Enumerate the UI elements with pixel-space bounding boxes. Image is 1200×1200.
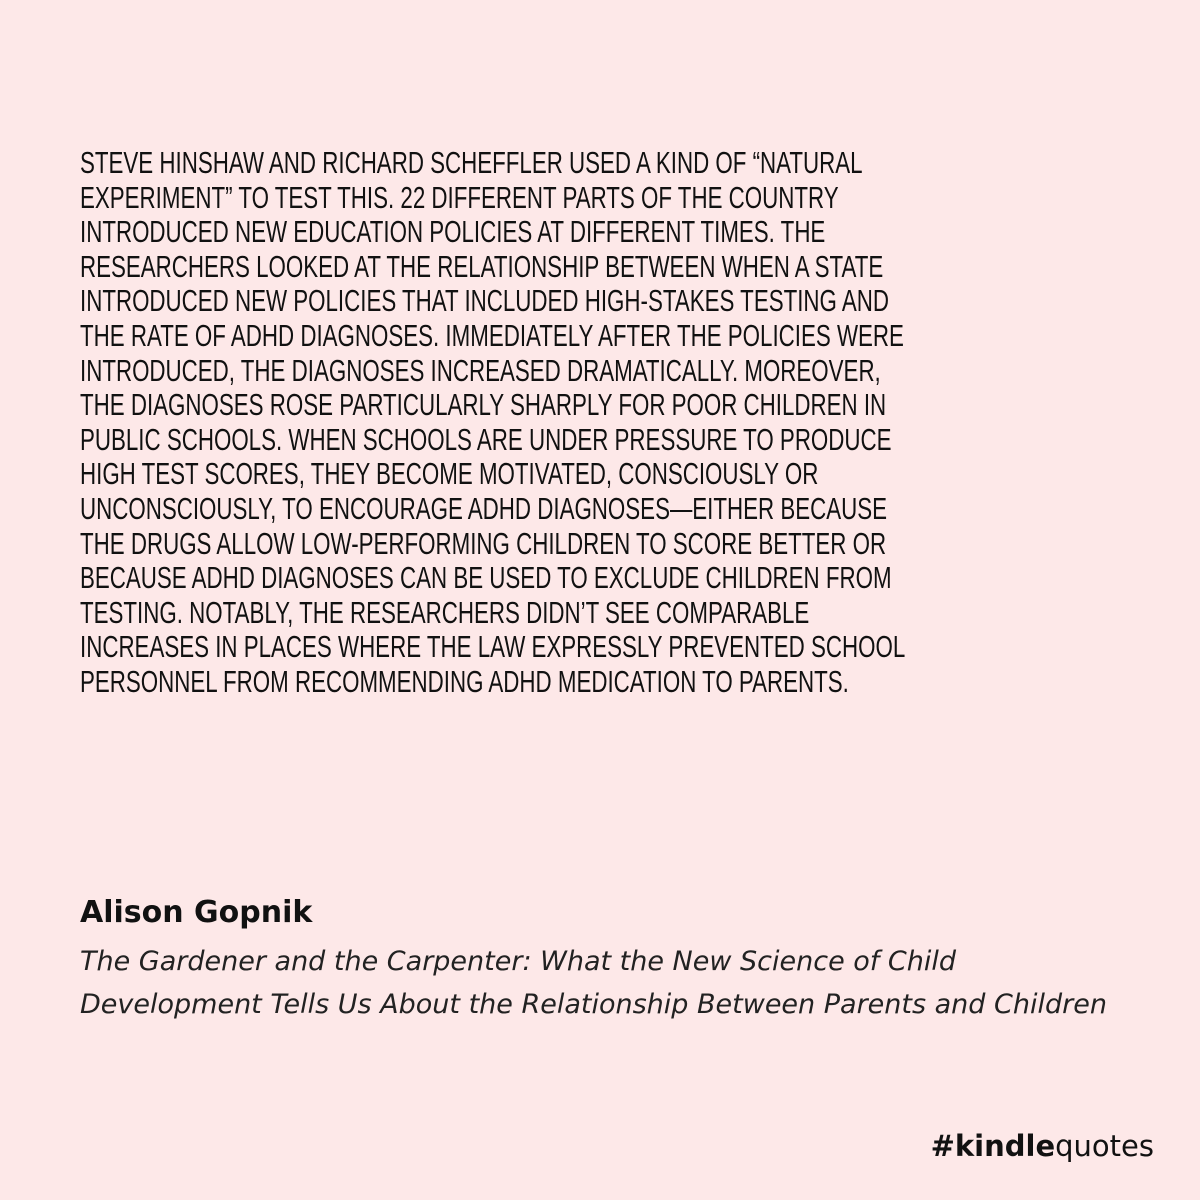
- quote-text: [80, 146, 1160, 700]
- kindle-quotes-hashtag: [931, 1126, 1154, 1166]
- quote-line: INTRODUCED NEW EDUCATION POLICIES AT DIFFERENT TIMES. THE: [80, 214, 826, 250]
- quote-line: INTRODUCED NEW POLICIES THAT INCLUDED HIGH-STAKES TESTING AND: [80, 283, 890, 319]
- quote-line: TESTING. NOTABLY, THE RESEARCHERS DIDN’T SEE COMPARABLE: [80, 594, 810, 630]
- quote-line: BECAUSE ADHD DIAGNOSES CAN BE USED TO EXCLUDE CHILDREN FROM: [80, 560, 892, 596]
- quote-line: HIGH TEST SCORES, THEY BECOME MOTIVATED, CONSCIOUSLY OR: [80, 456, 819, 492]
- hashtag-prefix: #kindle: [930, 1129, 1056, 1163]
- quote-line: STEVE HINSHAW AND RICHARD SCHEFFLER USED A KIND OF “NATURAL: [80, 145, 863, 180]
- quote-line: INCREASES IN PLACES WHERE THE LAW EXPRESSLY PREVENTED SCHOOL: [80, 629, 906, 665]
- quote-line: RESEARCHERS LOOKED AT THE RELATIONSHIP BETWEEN WHEN A STATE: [80, 248, 884, 284]
- quote-line: THE DRUGS ALLOW LOW-PERFORMING CHILDREN TO SCORE BETTER OR: [80, 525, 887, 561]
- quote-line: THE DIAGNOSES ROSE PARTICULARLY SHARPLY FOR POOR CHILDREN IN: [80, 387, 887, 423]
- quote-line: THE RATE OF ADHD DIAGNOSES. IMMEDIATELY AFTER THE POLICIES WERE: [80, 317, 904, 353]
- quote-line: UNCONSCIOUSLY, TO ENCOURAGE ADHD DIAGNOSES—EITHER BECAUSE: [80, 490, 888, 526]
- quote-line: EXPERIMENT” TO TEST THIS. 22 DIFFERENT PARTS OF THE COUNTRY: [80, 179, 839, 215]
- book-title: The Gardener and the Carpenter: What the New Science of Child Development Tells Us About the Relationship Between Parents and Children: [80, 946, 1107, 1020]
- quote-line: PUBLIC SCHOOLS. WHEN SCHOOLS ARE UNDER PRESSURE TO PRODUCE: [80, 421, 892, 457]
- author-name: Alison Gopnik: [80, 895, 313, 930]
- hashtag-suffix: quotes: [1055, 1129, 1154, 1163]
- quote-line: PERSONNEL FROM RECOMMENDING ADHD MEDICATION TO PARENTS.: [80, 663, 849, 699]
- quote-line: INTRODUCED, THE DIAGNOSES INCREASED DRAMATICALLY. MOREOVER,: [80, 352, 881, 388]
